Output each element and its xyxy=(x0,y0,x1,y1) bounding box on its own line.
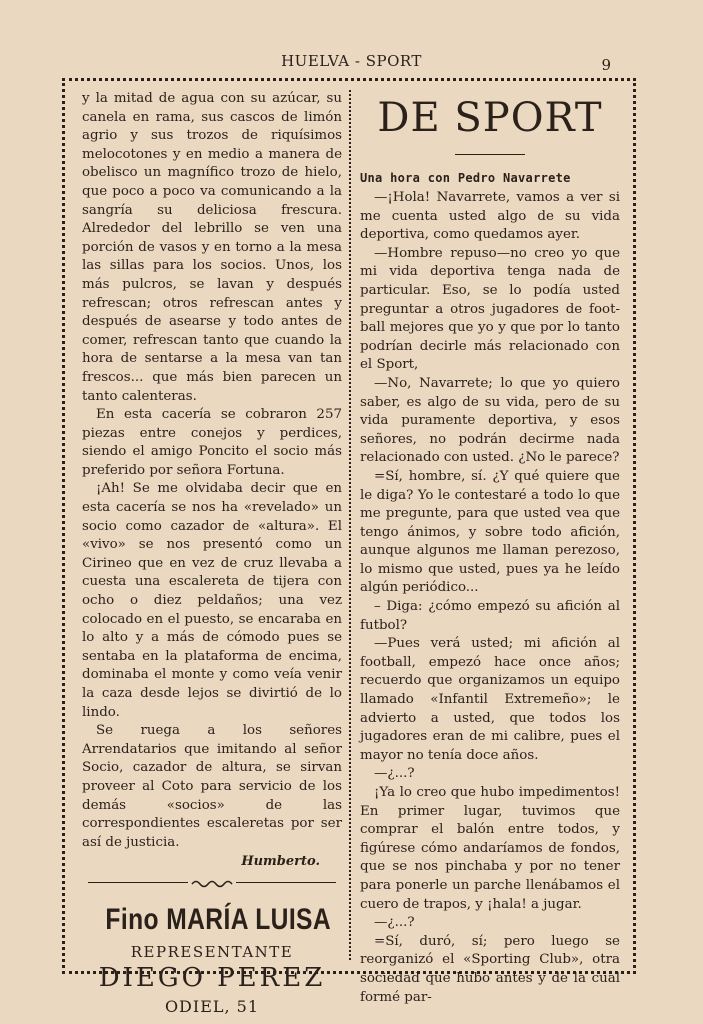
ad-name: DIEGO PEREZ xyxy=(98,963,326,994)
column-divider xyxy=(349,90,351,960)
left-paragraph: ¡Ah! Se me olvidaba decir que en esta cacería se nos ha «revelado» un socio como cazador de «altura». El «vivo» se nos presentó como un Cirineo que en vez de cruz llevaba a cuesta una escalereta de tijera con ocho o diez peldaños; una vez colocado en el puesto, se encaraba en lo alto y a más de cómodo pues se sentaba en la plataforma de encima, dominaba el monte y como veía venir la caza desde lejos se divirtió de lo lindo. xyxy=(82,481,342,720)
flourish-icon xyxy=(190,877,234,889)
right-paragraph: —Hombre repuso—no creo yo que mi vida deportiva tenga nada de particular. Eso, se lo podía usted preguntar a otros jugadores de foot-ball mejores que yo y que por lo tanto podrían decirle más relacionado con el Sport, xyxy=(360,245,620,373)
right-paragraph: —No, Navarrete; lo que yo quiero saber, es algo de su vida, pero de su vida puramente deportiva, y esos señores, no podrán decirme nada relacionado con usted. ¿No le parece? xyxy=(360,375,620,466)
right-paragraph: =Sí, hombre, sí. ¿Y qué quiere que le diga? Yo le contestaré a todo lo que me pregunte, para que usted vea que tengo ánimos, y sobre todo afición, aunque algunos me llaman perezoso, lo mismo que usted, pues ya he leído algún periódico... xyxy=(360,468,620,596)
page-number: 9 xyxy=(601,56,611,74)
section-title: DE SPORT xyxy=(377,95,603,141)
running-title: HUELVA - SPORT xyxy=(281,52,422,70)
right-paragraph: —Pues verá usted; mi afición al football, empezó hace once años; recuerdo que organizamos un equipo llamado «Infantil Extremeño»; le advierto a usted, que todos los jugadores eran de mi calibre, pues el mayor no tenía doce años. xyxy=(360,636,620,763)
ad-address: ODIEL, 51 xyxy=(164,997,260,1017)
right-paragraph: ¡Ya lo creo que hubo impedimentos! En primer lugar, tuvimos que comprar el balón entre todos, y figúrese cómo andaríamos de fondos, que se nos pinchaba y por no tener para ponerle un parche llenábamos el cuero de trapos, y ¡hala! a jugar. xyxy=(360,785,620,912)
right-paragraph: =Sí, duró, sí; pero luego se reorganizó el «Sporting Club», otra sociedad que hubo antes y de la cual formé par- xyxy=(360,933,620,1005)
ad-product: Fino MARÍA LUISA xyxy=(105,903,332,937)
right-paragraph: – Diga: ¿cómo empezó su afición al futbol? xyxy=(360,599,620,633)
left-paragraph: y la mitad de agua con su azúcar, su canela en rama, sus cascos de limón agrio y sus trozos de riquísimos melocotones y en medio a manera de obelisco un magnífico trozo de hielo, que poco a poco va comunicando a la sangría su deliciosa frescura. Alrededor del lebrillo se ven una porción de vasos y en torno a la mesa las sillas para los socios. Unos, los más pulcros, se lavan y después refrescan; otros refrescan antes y después de asearse y todo antes de comer, refrescan tanto que cuando la hora de sentarse a la mesa van tan frescos... que más bien parecen un tanto calenteras. xyxy=(82,91,342,404)
right-paragraph: —¡Hola! Navarrete, vamos a ver si me cuenta usted algo de su vida deportiva, como quedamos ayer. xyxy=(360,190,620,243)
ad-role: REPRESENTANTE xyxy=(130,943,294,962)
article-title: Una hora con Pedro Navarrete xyxy=(360,171,571,185)
right-paragraph: —¿...? xyxy=(374,915,415,931)
left-paragraph: Se ruega a los señores Arrendatarios que imitando al señor Socio, cazador de altura, se sirvan proveer al Coto para servicio de los demás «socios» de las correspondientes escaleretas por ser así de justicia. xyxy=(82,723,342,850)
right-column xyxy=(360,92,620,1007)
left-column xyxy=(82,90,342,1016)
left-paragraph: En esta cacería se cobraron 257 piezas entre conejos y perdices, siendo el amigo Poncito el socio más preferido por señora Fortuna. xyxy=(82,407,342,478)
right-paragraph: —¿...? xyxy=(374,766,415,782)
page-header xyxy=(0,52,703,74)
ornament-divider xyxy=(82,877,342,889)
advertisement xyxy=(82,903,342,1016)
signature: Humberto. xyxy=(241,854,320,870)
title-rule xyxy=(455,154,525,155)
